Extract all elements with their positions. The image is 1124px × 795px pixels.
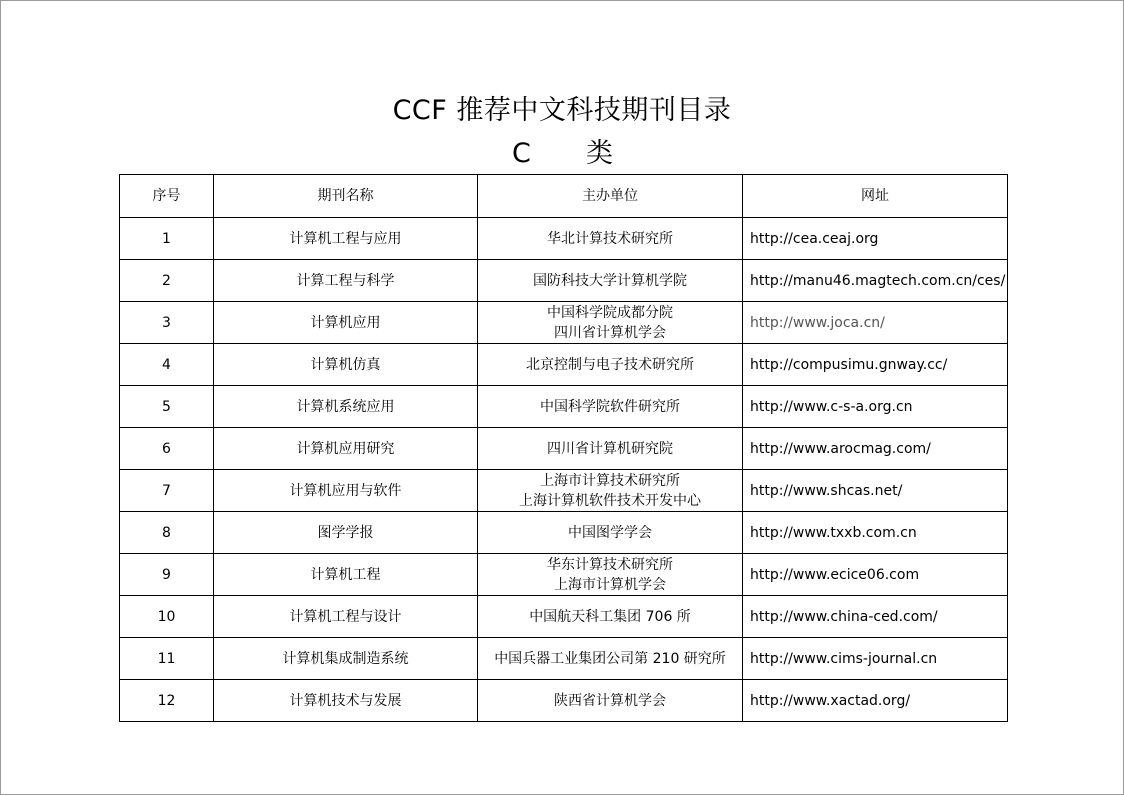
sponsor-name: 四川省计算机学会: [554, 324, 666, 341]
row-index: 4: [120, 344, 214, 386]
sponsor-cell: [478, 428, 743, 470]
sponsor-name: 上海市计算技术研究所: [540, 472, 680, 489]
category-word: 类: [586, 138, 613, 169]
sponsor-name: 中国图学学会: [568, 524, 652, 541]
column-header-url: 网址: [743, 175, 1008, 218]
table-row: [120, 596, 1008, 638]
sponsor-cell: [478, 386, 743, 428]
journal-url-link[interactable]: http://www.cims-journal.cn: [743, 638, 1008, 680]
table-row: [120, 428, 1008, 470]
row-index: 6: [120, 428, 214, 470]
table-row: [120, 218, 1008, 260]
journal-name: 计算机仿真: [214, 344, 478, 386]
row-index: 5: [120, 386, 214, 428]
journal-url-link[interactable]: http://www.txxb.com.cn: [743, 512, 1008, 554]
row-index: 1: [120, 218, 214, 260]
journal-url-link[interactable]: http://www.arocmag.com/: [743, 428, 1008, 470]
journal-table: [119, 174, 1008, 722]
table-row: [120, 512, 1008, 554]
sponsor-cell: [478, 260, 743, 302]
journal-url-link[interactable]: http://www.c-s-a.org.cn: [743, 386, 1008, 428]
sponsor-name: 上海计算机软件技术开发中心: [519, 492, 701, 509]
sponsor-cell: [478, 680, 743, 722]
sponsor-name: 四川省计算机研究院: [547, 440, 673, 457]
journal-url-link[interactable]: http://www.china-ced.com/: [743, 596, 1008, 638]
sponsor-cell: [478, 512, 743, 554]
journal-name: 计算机集成制造系统: [214, 638, 478, 680]
sponsor-cell: [478, 470, 743, 512]
sponsor-name: 国防科技大学计算机学院: [533, 272, 687, 289]
journal-url-link[interactable]: http://www.joca.cn/: [743, 302, 1008, 344]
journal-name: 计算机系统应用: [214, 386, 478, 428]
row-index: 3: [120, 302, 214, 344]
column-header-index: 序号: [120, 175, 214, 218]
table-row: [120, 260, 1008, 302]
journal-name: 图学学报: [214, 512, 478, 554]
sponsor-name: 中国航天科工集团 706 所: [529, 608, 691, 625]
sponsor-name: 上海市计算机学会: [554, 576, 666, 593]
journal-url-link[interactable]: http://cea.ceaj.org: [743, 218, 1008, 260]
sponsor-name: 中国兵器工业集团公司第 210 研究所: [494, 650, 726, 667]
row-index: 12: [120, 680, 214, 722]
table-body: [120, 218, 1008, 722]
row-index: 2: [120, 260, 214, 302]
column-header-name: 期刊名称: [214, 175, 478, 218]
journal-url-link[interactable]: http://www.xactad.org/: [743, 680, 1008, 722]
sponsor-cell: [478, 596, 743, 638]
row-index: 10: [120, 596, 214, 638]
column-header-sponsor: 主办单位: [478, 175, 743, 218]
table-row: [120, 386, 1008, 428]
table-header-row: [120, 175, 1008, 218]
row-index: 11: [120, 638, 214, 680]
row-index: 7: [120, 470, 214, 512]
category-letter: C: [512, 138, 531, 169]
sponsor-cell: [478, 554, 743, 596]
table-row: [120, 344, 1008, 386]
journal-url-link[interactable]: http://www.shcas.net/: [743, 470, 1008, 512]
journal-name: 计算机工程: [214, 554, 478, 596]
sponsor-name: 华东计算技术研究所: [547, 556, 673, 573]
table-row: [120, 470, 1008, 512]
row-index: 8: [120, 512, 214, 554]
sponsor-name: 北京控制与电子技术研究所: [526, 356, 694, 373]
sponsor-cell: [478, 218, 743, 260]
table-row: [120, 302, 1008, 344]
table-row: [120, 680, 1008, 722]
journal-name: 计算机应用研究: [214, 428, 478, 470]
journal-url-link[interactable]: http://www.ecice06.com: [743, 554, 1008, 596]
journal-url-link[interactable]: http://compusimu.gnway.cc/: [743, 344, 1008, 386]
journal-name: 计算机技术与发展: [214, 680, 478, 722]
table-row: [120, 554, 1008, 596]
table-row: [120, 638, 1008, 680]
journal-url-link[interactable]: http://manu46.magtech.com.cn/ces/: [743, 260, 1008, 302]
journal-name: 计算机工程与应用: [214, 218, 478, 260]
sponsor-name: 中国科学院软件研究所: [540, 398, 680, 415]
journal-name: 计算机应用与软件: [214, 470, 478, 512]
sponsor-name: 中国科学院成都分院: [547, 304, 673, 321]
journal-name: 计算机应用: [214, 302, 478, 344]
journal-name: 计算机工程与设计: [214, 596, 478, 638]
row-index: 9: [120, 554, 214, 596]
sponsor-cell: [478, 344, 743, 386]
sponsor-name: 陕西省计算机学会: [554, 692, 666, 709]
journal-name: 计算工程与科学: [214, 260, 478, 302]
sponsor-name: 华北计算技术研究所: [547, 230, 673, 247]
page-title: CCF 推荐中文科技期刊目录: [392, 95, 732, 126]
sponsor-cell: [478, 302, 743, 344]
sponsor-cell: [478, 638, 743, 680]
